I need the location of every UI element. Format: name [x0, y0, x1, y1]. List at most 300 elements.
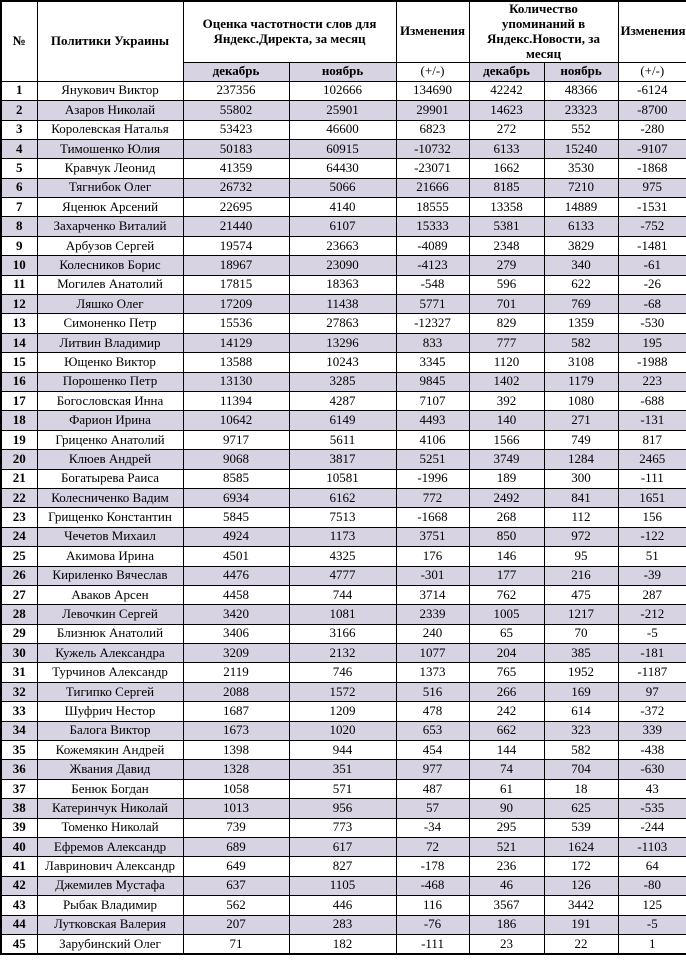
cell-news-november: 475 — [544, 585, 618, 604]
table-row — [1, 605, 686, 624]
table-row — [1, 682, 686, 701]
cell-politician-name: Кужель Александра — [37, 644, 183, 663]
cell-num: 2 — [1, 101, 37, 120]
cell-politician-name: Катеринчук Николай — [37, 799, 183, 818]
cell-direct-november: 1209 — [289, 702, 396, 721]
cell-news-change: -61 — [618, 256, 686, 275]
cell-direct-change: -10732 — [396, 139, 469, 158]
cell-news-november: 972 — [544, 527, 618, 546]
table-row — [1, 702, 686, 721]
cell-direct-change: 7107 — [396, 392, 469, 411]
cell-news-november: 1359 — [544, 314, 618, 333]
cell-direct-november: 944 — [289, 741, 396, 760]
table-row — [1, 275, 686, 294]
cell-news-november: 1624 — [544, 837, 618, 856]
cell-direct-december: 739 — [183, 818, 289, 837]
cell-direct-november: 1572 — [289, 682, 396, 701]
cell-news-change: -131 — [618, 411, 686, 430]
cell-news-december: 1120 — [469, 353, 544, 372]
cell-direct-december: 2119 — [183, 663, 289, 682]
cell-num: 12 — [1, 295, 37, 314]
cell-politician-name: Ефремов Александр — [37, 837, 183, 856]
cell-direct-december: 1013 — [183, 799, 289, 818]
cell-direct-change: 6823 — [396, 120, 469, 139]
cell-news-november: 3829 — [544, 236, 618, 255]
cell-direct-december: 6934 — [183, 488, 289, 507]
cell-direct-november: 7513 — [289, 508, 396, 527]
cell-news-november: 1080 — [544, 392, 618, 411]
cell-direct-december: 637 — [183, 876, 289, 895]
table-row — [1, 314, 686, 333]
cell-news-december: 74 — [469, 760, 544, 779]
table-row — [1, 159, 686, 178]
cell-direct-change: 516 — [396, 682, 469, 701]
cell-direct-december: 1673 — [183, 721, 289, 740]
cell-news-change: -26 — [618, 275, 686, 294]
cell-news-november: 841 — [544, 488, 618, 507]
cell-direct-december: 15536 — [183, 314, 289, 333]
cell-news-change: -111 — [618, 469, 686, 488]
table-row — [1, 353, 686, 372]
table-row — [1, 934, 686, 954]
table-row — [1, 217, 686, 236]
table-row — [1, 139, 686, 158]
cell-politician-name: Ляшко Олег — [37, 295, 183, 314]
cell-direct-december: 2088 — [183, 682, 289, 701]
cell-politician-name: Янукович Виктор — [37, 81, 183, 100]
table-row — [1, 256, 686, 275]
cell-num: 29 — [1, 624, 37, 643]
cell-news-november: 1179 — [544, 372, 618, 391]
cell-news-november: 112 — [544, 508, 618, 527]
cell-num: 7 — [1, 198, 37, 217]
cell-news-december: 14623 — [469, 101, 544, 120]
cell-direct-november: 25901 — [289, 101, 396, 120]
cell-politician-name: Гриценко Анатолий — [37, 430, 183, 449]
cell-direct-change: 176 — [396, 547, 469, 566]
cell-news-december: 42242 — [469, 81, 544, 100]
cell-news-change: -8700 — [618, 101, 686, 120]
cell-news-november: 340 — [544, 256, 618, 275]
cell-direct-change: 240 — [396, 624, 469, 643]
cell-num: 38 — [1, 799, 37, 818]
cell-politician-name: Колесников Борис — [37, 256, 183, 275]
cell-direct-december: 26732 — [183, 178, 289, 197]
cell-direct-december: 562 — [183, 896, 289, 915]
cell-direct-december: 41359 — [183, 159, 289, 178]
cell-politician-name: Ющенко Виктор — [37, 353, 183, 372]
cell-num: 28 — [1, 605, 37, 624]
cell-news-change: -5 — [618, 915, 686, 934]
cell-direct-change: 15333 — [396, 217, 469, 236]
cell-news-november: 18 — [544, 779, 618, 798]
cell-news-december: 662 — [469, 721, 544, 740]
cell-news-change: 817 — [618, 430, 686, 449]
cell-num: 32 — [1, 682, 37, 701]
cell-direct-november: 6162 — [289, 488, 396, 507]
cell-num: 14 — [1, 333, 37, 352]
cell-num: 5 — [1, 159, 37, 178]
cell-news-december: 272 — [469, 120, 544, 139]
header-group-row — [1, 1, 686, 62]
cell-news-december: 146 — [469, 547, 544, 566]
cell-news-december: 268 — [469, 508, 544, 527]
cell-direct-december: 13588 — [183, 353, 289, 372]
cell-news-december: 1566 — [469, 430, 544, 449]
cell-news-change: -438 — [618, 741, 686, 760]
table-row — [1, 450, 686, 469]
cell-politician-name: Кравчук Леонид — [37, 159, 183, 178]
cell-politician-name: Арбузов Сергей — [37, 236, 183, 255]
cell-direct-december: 17815 — [183, 275, 289, 294]
cell-politician-name: Тигипко Сергей — [37, 682, 183, 701]
cell-direct-change: -12327 — [396, 314, 469, 333]
cell-news-november: 23323 — [544, 101, 618, 120]
cell-news-december: 90 — [469, 799, 544, 818]
cell-direct-december: 55802 — [183, 101, 289, 120]
cell-direct-november: 10581 — [289, 469, 396, 488]
cell-direct-november: 2132 — [289, 644, 396, 663]
cell-direct-change: 1077 — [396, 644, 469, 663]
cell-direct-december: 3406 — [183, 624, 289, 643]
cell-politician-name: Порошенко Петр — [37, 372, 183, 391]
cell-direct-change: 4106 — [396, 430, 469, 449]
cell-direct-november: 351 — [289, 760, 396, 779]
cell-direct-november: 3817 — [289, 450, 396, 469]
cell-news-december: 3749 — [469, 450, 544, 469]
cell-direct-november: 182 — [289, 934, 396, 954]
cell-direct-change: 3345 — [396, 353, 469, 372]
cell-news-change: 51 — [618, 547, 686, 566]
cell-politician-name: Рыбак Владимир — [37, 896, 183, 915]
cell-direct-december: 207 — [183, 915, 289, 934]
cell-direct-november: 5611 — [289, 430, 396, 449]
cell-politician-name: Грищенко Константин — [37, 508, 183, 527]
cell-direct-december: 14129 — [183, 333, 289, 352]
cell-direct-december: 4501 — [183, 547, 289, 566]
cell-direct-november: 23663 — [289, 236, 396, 255]
table-row — [1, 508, 686, 527]
cell-direct-november: 1173 — [289, 527, 396, 546]
cell-direct-december: 9068 — [183, 450, 289, 469]
cell-num: 18 — [1, 411, 37, 430]
cell-direct-december: 13130 — [183, 372, 289, 391]
cell-direct-december: 22695 — [183, 198, 289, 217]
cell-direct-change: 1373 — [396, 663, 469, 682]
cell-direct-december: 237356 — [183, 81, 289, 100]
cell-direct-november: 6107 — [289, 217, 396, 236]
cell-direct-december: 19574 — [183, 236, 289, 255]
col-subheader-direct-november: ноябрь — [289, 62, 396, 81]
col-header-changes-news: Изменения — [618, 1, 686, 62]
cell-direct-december: 11394 — [183, 392, 289, 411]
cell-direct-change: 116 — [396, 896, 469, 915]
cell-direct-november: 4287 — [289, 392, 396, 411]
cell-news-change: -244 — [618, 818, 686, 837]
cell-politician-name: Яценюк Арсений — [37, 198, 183, 217]
cell-news-december: 6133 — [469, 139, 544, 158]
cell-num: 11 — [1, 275, 37, 294]
cell-num: 21 — [1, 469, 37, 488]
cell-news-change: -39 — [618, 566, 686, 585]
cell-direct-change: -76 — [396, 915, 469, 934]
table-row — [1, 527, 686, 546]
cell-news-december: 204 — [469, 644, 544, 663]
cell-news-december: 777 — [469, 333, 544, 352]
cell-news-november: 126 — [544, 876, 618, 895]
cell-news-december: 61 — [469, 779, 544, 798]
cell-direct-november: 1081 — [289, 605, 396, 624]
cell-news-november: 6133 — [544, 217, 618, 236]
cell-direct-november: 10243 — [289, 353, 396, 372]
cell-news-december: 13358 — [469, 198, 544, 217]
cell-news-change: -1481 — [618, 236, 686, 255]
table-row — [1, 760, 686, 779]
cell-news-change: -68 — [618, 295, 686, 314]
cell-direct-change: 72 — [396, 837, 469, 856]
cell-news-november: 3108 — [544, 353, 618, 372]
cell-news-december: 8185 — [469, 178, 544, 197]
cell-direct-change: -1668 — [396, 508, 469, 527]
cell-news-december: 177 — [469, 566, 544, 585]
cell-news-change: -5 — [618, 624, 686, 643]
cell-direct-november: 283 — [289, 915, 396, 934]
cell-direct-november: 827 — [289, 857, 396, 876]
cell-num: 4 — [1, 139, 37, 158]
cell-news-december: 46 — [469, 876, 544, 895]
table-header — [1, 1, 686, 81]
cell-politician-name: Фарион Ирина — [37, 411, 183, 430]
cell-direct-change: 3751 — [396, 527, 469, 546]
cell-direct-change: 5771 — [396, 295, 469, 314]
cell-direct-change: -23071 — [396, 159, 469, 178]
cell-num: 35 — [1, 741, 37, 760]
cell-direct-change: 487 — [396, 779, 469, 798]
cell-direct-november: 64430 — [289, 159, 396, 178]
cell-politician-name: Клюев Андрей — [37, 450, 183, 469]
cell-politician-name: Богословская Инна — [37, 392, 183, 411]
cell-direct-november: 18363 — [289, 275, 396, 294]
cell-direct-change: -111 — [396, 934, 469, 954]
cell-direct-december: 689 — [183, 837, 289, 856]
cell-news-change: 156 — [618, 508, 686, 527]
table-row — [1, 372, 686, 391]
cell-news-change: -122 — [618, 527, 686, 546]
cell-direct-change: -4123 — [396, 256, 469, 275]
col-header-num: № — [1, 1, 37, 81]
cell-direct-change: -178 — [396, 857, 469, 876]
cell-politician-name: Кириленко Вячеслав — [37, 566, 183, 585]
table-row — [1, 566, 686, 585]
cell-news-change: -1988 — [618, 353, 686, 372]
cell-direct-change: 21666 — [396, 178, 469, 197]
cell-direct-change: 2339 — [396, 605, 469, 624]
cell-politician-name: Зарубинский Олег — [37, 934, 183, 954]
cell-news-change: 125 — [618, 896, 686, 915]
cell-news-november: 582 — [544, 741, 618, 760]
col-header-changes-direct: Изменения — [396, 1, 469, 62]
cell-news-november: 70 — [544, 624, 618, 643]
cell-direct-november: 4325 — [289, 547, 396, 566]
cell-news-november: 1217 — [544, 605, 618, 624]
cell-news-november: 300 — [544, 469, 618, 488]
cell-news-december: 829 — [469, 314, 544, 333]
cell-direct-november: 46600 — [289, 120, 396, 139]
cell-direct-december: 5845 — [183, 508, 289, 527]
cell-politician-name: Тягнибок Олег — [37, 178, 183, 197]
cell-num: 1 — [1, 81, 37, 100]
cell-num: 34 — [1, 721, 37, 740]
cell-news-december: 3567 — [469, 896, 544, 915]
cell-num: 19 — [1, 430, 37, 449]
cell-news-december: 765 — [469, 663, 544, 682]
cell-news-november: 271 — [544, 411, 618, 430]
cell-politician-name: Томенко Николай — [37, 818, 183, 837]
cell-direct-november: 4777 — [289, 566, 396, 585]
table-row — [1, 392, 686, 411]
cell-news-november: 552 — [544, 120, 618, 139]
cell-num: 33 — [1, 702, 37, 721]
cell-politician-name: Близнюк Анатолий — [37, 624, 183, 643]
cell-news-change: -181 — [618, 644, 686, 663]
table-row — [1, 663, 686, 682]
cell-news-change: 1 — [618, 934, 686, 954]
cell-politician-name: Литвин Владимир — [37, 333, 183, 352]
table-row — [1, 430, 686, 449]
cell-politician-name: Азаров Николай — [37, 101, 183, 120]
cell-news-change: -80 — [618, 876, 686, 895]
cell-direct-change: 57 — [396, 799, 469, 818]
table-row — [1, 741, 686, 760]
cell-direct-november: 5066 — [289, 178, 396, 197]
cell-num: 10 — [1, 256, 37, 275]
cell-news-change: 64 — [618, 857, 686, 876]
cell-num: 45 — [1, 934, 37, 954]
cell-direct-november: 571 — [289, 779, 396, 798]
cell-direct-change: 5251 — [396, 450, 469, 469]
cell-direct-change: 29901 — [396, 101, 469, 120]
cell-direct-december: 50183 — [183, 139, 289, 158]
cell-politician-name: Могилев Анатолий — [37, 275, 183, 294]
cell-politician-name: Аваков Арсен — [37, 585, 183, 604]
cell-news-november: 385 — [544, 644, 618, 663]
table-row — [1, 547, 686, 566]
cell-news-november: 622 — [544, 275, 618, 294]
cell-news-november: 48366 — [544, 81, 618, 100]
cell-politician-name: Королевская Наталья — [37, 120, 183, 139]
table-row — [1, 799, 686, 818]
cell-num: 17 — [1, 392, 37, 411]
cell-num: 43 — [1, 896, 37, 915]
table-row — [1, 198, 686, 217]
cell-num: 39 — [1, 818, 37, 837]
cell-num: 42 — [1, 876, 37, 895]
cell-num: 24 — [1, 527, 37, 546]
cell-news-change: -535 — [618, 799, 686, 818]
cell-direct-change: 18555 — [396, 198, 469, 217]
cell-politician-name: Чечетов Михаил — [37, 527, 183, 546]
cell-news-november: 1952 — [544, 663, 618, 682]
cell-news-november: 15240 — [544, 139, 618, 158]
cell-news-change: 975 — [618, 178, 686, 197]
cell-news-november: 1284 — [544, 450, 618, 469]
cell-num: 23 — [1, 508, 37, 527]
cell-news-change: -6124 — [618, 81, 686, 100]
cell-direct-december: 71 — [183, 934, 289, 954]
table-row — [1, 236, 686, 255]
cell-direct-change: 478 — [396, 702, 469, 721]
cell-direct-november: 956 — [289, 799, 396, 818]
cell-direct-december: 17209 — [183, 295, 289, 314]
cell-news-november: 3530 — [544, 159, 618, 178]
cell-news-december: 144 — [469, 741, 544, 760]
cell-news-change: 287 — [618, 585, 686, 604]
cell-direct-change: 4493 — [396, 411, 469, 430]
cell-politician-name: Симоненко Петр — [37, 314, 183, 333]
cell-news-november: 539 — [544, 818, 618, 837]
cell-news-december: 1402 — [469, 372, 544, 391]
cell-direct-december: 3420 — [183, 605, 289, 624]
table-row — [1, 178, 686, 197]
cell-politician-name: Турчинов Александр — [37, 663, 183, 682]
cell-politician-name: Жвания Давид — [37, 760, 183, 779]
cell-direct-november: 6149 — [289, 411, 396, 430]
cell-news-december: 701 — [469, 295, 544, 314]
cell-direct-november: 1020 — [289, 721, 396, 740]
table-row — [1, 120, 686, 139]
cell-news-november: 216 — [544, 566, 618, 585]
cell-direct-november: 102666 — [289, 81, 396, 100]
cell-direct-november: 23090 — [289, 256, 396, 275]
cell-politician-name: Балога Виктор — [37, 721, 183, 740]
cell-num: 16 — [1, 372, 37, 391]
cell-direct-november: 3166 — [289, 624, 396, 643]
cell-direct-december: 10642 — [183, 411, 289, 430]
cell-direct-change: 833 — [396, 333, 469, 352]
cell-news-december: 140 — [469, 411, 544, 430]
cell-news-change: -1531 — [618, 198, 686, 217]
cell-direct-december: 9717 — [183, 430, 289, 449]
col-subheader-news-plusminus: (+/-) — [618, 62, 686, 81]
table-row — [1, 333, 686, 352]
cell-direct-change: -301 — [396, 566, 469, 585]
cell-news-december: 1662 — [469, 159, 544, 178]
cell-news-december: 2492 — [469, 488, 544, 507]
table-row — [1, 818, 686, 837]
cell-news-december: 189 — [469, 469, 544, 488]
table-row — [1, 896, 686, 915]
cell-num: 25 — [1, 547, 37, 566]
table-row — [1, 81, 686, 100]
cell-num: 20 — [1, 450, 37, 469]
cell-direct-november: 60915 — [289, 139, 396, 158]
cell-direct-december: 4458 — [183, 585, 289, 604]
table-row — [1, 411, 686, 430]
cell-num: 26 — [1, 566, 37, 585]
col-subheader-direct-december: декабрь — [183, 62, 289, 81]
cell-politician-name: Захарченко Виталий — [37, 217, 183, 236]
cell-news-december: 186 — [469, 915, 544, 934]
cell-news-november: 14889 — [544, 198, 618, 217]
cell-direct-change: -548 — [396, 275, 469, 294]
cell-direct-november: 446 — [289, 896, 396, 915]
cell-news-change: 97 — [618, 682, 686, 701]
cell-politician-name: Лавринович Александр — [37, 857, 183, 876]
cell-news-december: 279 — [469, 256, 544, 275]
cell-direct-december: 18967 — [183, 256, 289, 275]
col-subheader-news-november: ноябрь — [544, 62, 618, 81]
cell-direct-change: -468 — [396, 876, 469, 895]
